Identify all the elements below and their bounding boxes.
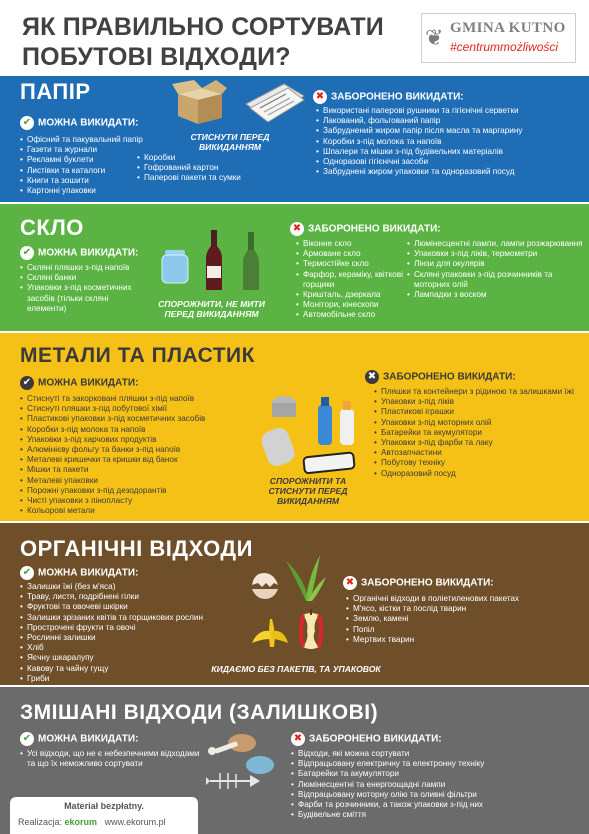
list-item: • Упаковки з-під фарби та лаку (374, 438, 574, 448)
list-item: • Монітори, кінескопи (296, 300, 406, 310)
list-item: • Шпалери та мішки з-під будівельних матеріалів (316, 147, 581, 157)
footer-realizacja-label: Realizacja: (18, 817, 63, 827)
check-icon: ✔ (20, 732, 34, 746)
list-item: • Фруктові та овочеві шкірки (20, 602, 260, 612)
green-bottle-icon (241, 232, 261, 292)
can-icon (262, 385, 362, 475)
section-metal-plastic (0, 333, 589, 521)
cross-icon: ✖ (313, 90, 327, 104)
paper-note: СТИСНУТИ ПЕРЕД ВИКИДАННЯМ (190, 132, 270, 152)
section-title-mixed: ЗМІШАНІ ВІДХОДИ (ЗАЛИШКОВІ) (20, 701, 379, 724)
list-item: • Порожні упаковки з-під дезодорантів (20, 486, 265, 496)
title-line-1: ЯК ПРАВИЛЬНО СОРТУВАТИ (22, 13, 384, 41)
section-paper (0, 76, 589, 202)
list-item: • Автозапчастини (374, 448, 574, 458)
mixed-banned-heading: ✖ ЗАБОРОНЕНО ВИКИДАТИ: (291, 732, 442, 746)
glass-note: СПОРОЖНИТИ, НЕ МИТИ ПЕРЕД ВИКИДАННЯМ (158, 299, 265, 319)
list-item: • Скляні пляшки з-під напоїв (20, 263, 140, 273)
bottle-icon (204, 230, 224, 292)
grass-icon (286, 555, 326, 601)
section-title-glass: СКЛО (20, 215, 84, 240)
paper-banned-heading: ✖ ЗАБОРОНЕНО ВИКИДАТИ: (313, 90, 464, 104)
list-item: • Люмінесцентні та енергоощадні лампи (291, 780, 581, 790)
organic-note: КИДАЄМО БЕЗ ПАКЕТІВ, ТА УПАКОВОК (211, 664, 381, 674)
check-icon: ✔ (20, 116, 34, 130)
mixed-banned-list (291, 749, 581, 820)
title-line-2: ПОБУТОВІ ВІДХОДИ? (22, 43, 291, 71)
list-item: • Лампадки з воском (407, 290, 587, 300)
metal-allowed-heading: ✔ МОЖНА ВИКИДАТИ: (20, 376, 138, 390)
box-icon (172, 80, 227, 126)
list-item: • Коробки (137, 153, 277, 163)
list-item: • Забруднені жиром упаковки та одноразовий посуд (316, 167, 581, 177)
metal-allowed-list (20, 394, 265, 516)
gmina-kutno-logo[interactable] (421, 13, 576, 63)
list-item: • Забруднений жиром папір після масла та маргарину (316, 126, 581, 136)
list-item: • Батарейки та акумулятори (291, 769, 581, 779)
section-organic (0, 523, 589, 685)
page-title (22, 12, 384, 72)
organic-banned-list (346, 594, 576, 645)
cross-icon: ✖ (291, 732, 305, 746)
list-item: • Пляшки та контейнери з рідиною та залишками їжі (374, 387, 574, 397)
glass-allowed-list (20, 263, 140, 314)
list-item: • Алюмінієву фольгу та банки з-під напоїв (20, 445, 265, 455)
list-item: • Скляні упаковки з-під розчинників та моторних олій (407, 270, 587, 290)
list-item: • Кришталь, дзеркала (296, 290, 406, 300)
glass-banned-heading: ✖ ЗАБОРОНЕНО ВИКИДАТИ: (290, 222, 441, 236)
section-title-metal: МЕТАЛИ ТА ПЛАСТИК (20, 344, 255, 367)
paper-allowed-heading: ✔ МОЖНА ВИКИДАТИ: (20, 116, 138, 130)
list-item: • Офісний та пакувальний папір (20, 135, 150, 145)
list-item: • Упаковки з-під харчових продуктів (20, 435, 265, 445)
section-title-paper: ПАПІР (20, 79, 91, 104)
list-item: • Віконне скло (296, 239, 406, 249)
list-item: • Листівки та каталоги (20, 166, 150, 176)
list-item: • Відпрацьовану моторну олію та оливні фільтри (291, 790, 581, 800)
eggshell-icon (248, 571, 282, 601)
list-item: • Землю, камені (346, 614, 576, 624)
newspaper-icon (244, 82, 306, 122)
paper-banned-list (316, 106, 581, 177)
organic-allowed-heading: ✔ МОЖНА ВИКИДАТИ: (20, 566, 138, 580)
check-icon: ✔ (20, 566, 34, 580)
list-item: • Кольорові метали (20, 506, 265, 516)
jar-icon (161, 250, 189, 284)
footer-realization (18, 817, 166, 827)
paper-allowed-list (20, 135, 150, 196)
list-item: • Стиснуті та закорковані пляшки з-під напоїв (20, 394, 265, 404)
list-item: • Пластикові іграшки (374, 407, 574, 417)
ekorum-logo[interactable]: ekorum (64, 817, 98, 827)
section-glass (0, 204, 589, 331)
list-item: • Чисті упаковки з пінопласту (20, 496, 265, 506)
organic-banned-heading: ✖ ЗАБОРОНЕНО ВИКИДАТИ: (343, 576, 494, 590)
list-item: • Гофрований картон (137, 163, 277, 173)
list-item: • Лінзи для окулярів (407, 259, 587, 269)
glass-banned-list-2 (407, 239, 587, 300)
footer-url-link[interactable]: www.ekorum.pl (104, 817, 166, 827)
list-item: • Упаковки з-під моторних олій (374, 418, 574, 428)
list-item: • Відпрацьовану електричну та електронну техніку (291, 759, 581, 769)
cross-icon: ✖ (290, 222, 304, 236)
list-item: • Використані паперові рушники та гігієнічні серветки (316, 106, 581, 116)
list-item: • Траву, листя, подрібнені гілки (20, 592, 260, 602)
check-icon: ✔ (20, 246, 34, 260)
list-item: • Прострочені фрукти та овочі (20, 623, 260, 633)
list-item: • Автомобільне скло (296, 310, 406, 320)
list-item: • Мішки та пакети (20, 465, 265, 475)
footer-free-material: Materiał bezpłatny. (64, 801, 144, 811)
list-item: • Фарби та розчинники, а також упаковки з-під них (291, 800, 581, 810)
list-item: • Будівельне сміття (291, 810, 581, 820)
banana-peel-icon (250, 613, 290, 651)
mixed-allowed-list (20, 749, 200, 769)
glass-allowed-heading: ✔ МОЖНА ВИКИДАТИ: (20, 246, 138, 260)
list-item: • Рослинні залишки (20, 633, 260, 643)
list-item: • Металеві кришечки та кришки від банок (20, 455, 265, 465)
metal-banned-heading: ✖ ЗАБОРОНЕНО ВИКИДАТИ: (365, 370, 516, 384)
paper-allowed-list-2 (137, 153, 277, 184)
list-item: • Одноразовий посуд (374, 469, 574, 479)
list-item: • Яєчну шкаралупу (20, 653, 260, 663)
fish-bone-icon (206, 773, 260, 789)
list-item: • Книги та зошити (20, 176, 150, 186)
list-item: • Армоване скло (296, 249, 406, 259)
list-item: • Термостійке скло (296, 259, 406, 269)
cross-icon: ✖ (343, 576, 357, 590)
list-item: • Лакований, фольгований папір (316, 116, 581, 126)
list-item: • Стиснуті пляшки з-під побутової хімії (20, 404, 265, 414)
list-item: • Батарейки та акумулятори (374, 428, 574, 438)
list-item: • Металеві упаковки (20, 476, 265, 486)
metal-note: СПОРОЖНИТИ ТА СТИСНУТИ ПЕРЕД ВИКИДАННЯМ (268, 476, 348, 506)
list-item: • Упаковки з-під ліків, термометри (407, 249, 587, 259)
logo-emblem-icon: ❦ (425, 26, 444, 51)
section-title-organic: ОРГАНІЧНІ ВІДХОДИ (20, 536, 253, 561)
list-item: • Фарфор, кераміку, квіткові горщики (296, 270, 406, 290)
metal-banned-list (374, 387, 574, 479)
list-item: • Упаковки з-під косметичних засобів (тільки скляні елементи) (20, 283, 140, 314)
list-item: • Органічні відходи в поліетиленових пакетах (346, 594, 576, 604)
list-item: • Рекламні буклети (20, 155, 150, 165)
list-item: • Гриби (20, 674, 260, 684)
list-item: • Одноразові гігієнічні засоби (316, 157, 581, 167)
list-item: • Побутову техніку (374, 458, 574, 468)
footer-credit (10, 797, 198, 834)
cross-icon: ✖ (365, 370, 379, 384)
list-item: • Попіл (346, 625, 576, 635)
list-item: • Скляні банки (20, 273, 140, 283)
list-item: • Коробки з-під молока та напоїв (316, 137, 581, 147)
logo-tagline: #centrummożliwości (450, 40, 559, 54)
list-item: • Паперові пакети та сумки (137, 173, 277, 183)
chicken-leg-icon (206, 731, 282, 795)
mixed-allowed-heading: ✔ МОЖНА ВИКИДАТИ: (20, 732, 138, 746)
list-item: • Коробки з-під молока та напоїв (20, 425, 265, 435)
list-item: • Люмінесцентні лампи, лампи розжарювання (407, 239, 587, 249)
page-header (0, 0, 589, 76)
glass-banned-list (296, 239, 406, 321)
list-item: • Відходи, які можна сортувати (291, 749, 581, 759)
list-item: • Упаковки з-під ліків (374, 397, 574, 407)
list-item: • Пластикові упаковки з-під косметичних засобів (20, 414, 265, 424)
list-item: • Залишки їжі (без м'яса) (20, 582, 260, 592)
list-item: • Мертвих тварин (346, 635, 576, 645)
logo-name: GMINA KUTNO (450, 20, 566, 36)
check-icon: ✔ (20, 376, 34, 390)
list-item: • Газети та журнали (20, 145, 150, 155)
list-item: • М'ясо, кістки та послід тварин (346, 604, 576, 614)
apple-core-icon (295, 609, 327, 651)
list-item: • Залишки зрізаних квітів та горщикових рослин (20, 613, 260, 623)
list-item: • Картонні упаковки (20, 186, 150, 196)
list-item: • Хліб (20, 643, 260, 653)
list-item: • Усі відходи, що не є небезпечними відходами та що їх неможливо сортувати (20, 749, 200, 769)
list-item: • Кавову та чайну гущу (20, 664, 260, 674)
